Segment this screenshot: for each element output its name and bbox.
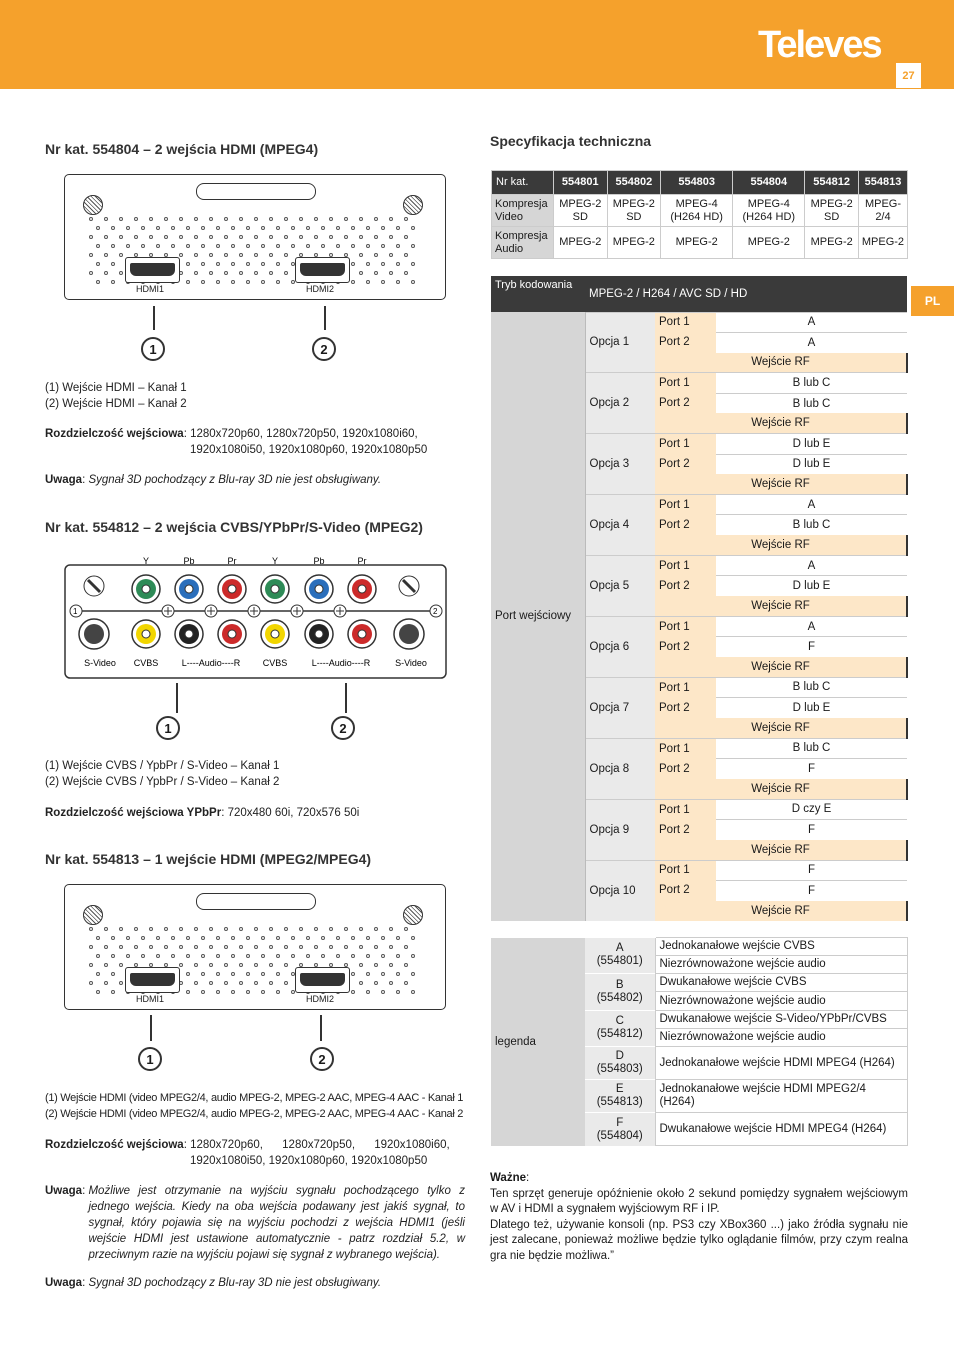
legend-label: legenda (491, 937, 585, 1146)
rf-input: Wejście RF (655, 596, 907, 616)
important-note: Ważne: Ten sprzęt generuje opóźnienie około 2 sekund pomiędzy sygnałem wejściowym w AV i HDMI a sygnałem wyjściowym RF i IP. Dlatego też, używanie konsoli (np. PS3 czy XBox360 ...) jako źródła sygnału nie jest zalecane, ponieważ możliwe będzie tylko oglądanie filmów, przy czym realna gra nie będzie możliwa.” (490, 1171, 908, 1264)
legend-code: (554812) (596, 1028, 643, 1041)
spec-cell: MPEG-2 SD (607, 195, 661, 227)
note-text: Sygnał 3D pochodzący z Blu-ray 3D nie jest obsługiwany. (88, 474, 382, 486)
res-value: : 1280x720p60, 1280x720p50, 1920x1080i60, (183, 1139, 450, 1151)
spec-row-label: Kompresja Video (492, 195, 554, 227)
option-name: Opcja 8 (585, 738, 655, 799)
port-value: A (716, 312, 907, 332)
port-value: B lub C (716, 677, 907, 697)
legend-code: (554801) (596, 955, 643, 968)
legend-desc: Jednokanałowe wejście HDMI MPEG4 (H264) (655, 1047, 908, 1080)
port-number: Port 1 (655, 860, 716, 880)
bottom-connector-label: S-Video (84, 658, 116, 668)
hdmi-port-icon (125, 967, 180, 993)
rf-input: Wejście RF (655, 779, 907, 799)
hdmi-panel-diagram (64, 884, 446, 1010)
item-text: (1) Wejście HDMI – Kanał 1 (45, 382, 187, 394)
rf-input: Wejście RF (655, 353, 907, 373)
spec-header-cell: Nr kat. (492, 171, 554, 195)
important-p2: Dlatego też, używanie konsoli (np. PS3 czy XBox360 ...) jako źródła sygnału nie jest zalecane, ponieważ możliwe będzie tylko oglądanie filmów, przy czym realna gra nie będzie możliwa.” (490, 1218, 908, 1262)
top-connector-label: Pr (227, 556, 237, 566)
port-number: Port 2 (655, 880, 716, 900)
port-value: F (807, 823, 816, 836)
port-number: Port 1 (655, 616, 716, 636)
spec-cell: MPEG-2 (733, 227, 805, 259)
bottom-connector-label: L----Audio----R (181, 658, 241, 668)
spec-cell: MPEG-2 SD (554, 195, 608, 227)
port-number: Port 2 (655, 698, 716, 718)
port-value: B lub C (716, 738, 907, 758)
legend-desc: Niezrównoważone wejście audio (655, 1028, 908, 1046)
port-value: F (807, 884, 816, 897)
item-text: (1) Wejście HDMI (video MPEG2/4, audio MPEG-2, MPEG-2 AAC, MPEG-4 AAC - Kanał 1 (45, 1092, 464, 1104)
res-value: : 1280x720p60, 1280x720p50, 1920x1080i60, (183, 428, 418, 440)
note-label: Uwaga (45, 1277, 83, 1289)
top-connector-label: Y (271, 556, 279, 566)
legend-desc: Dwukanałowe wejście S-Video/YPbPr/CVBS (655, 1010, 908, 1028)
option-name: Opcja 3 (585, 434, 655, 495)
spec-cell: MPEG-2/4 (858, 195, 907, 227)
hdmi-panel-diagram (64, 174, 446, 300)
spec-cell: MPEG-2 (661, 227, 733, 259)
note-text: Możliwe jest otrzymanie na wyjściu sygnału pochodzącego tylko z jednego wejścia. Kiedy na oba wejścia podawany jest jakiś sygnał, to sygnał, który pojawia się na wyjściu pochodzi z wejścia HDMI1 (jeśli wejście HDMI jest ustawione automatycznie - patrz rozdział 5.2, w przeciwnym razie na wyjściu pojawi się sygnał z wybranego wejścia). (88, 1185, 465, 1261)
legend-table (491, 936, 908, 1146)
legend-key: E (615, 1083, 624, 1096)
callout-2: 2 (310, 1047, 334, 1071)
legend-key: C (615, 1015, 624, 1028)
option-name: Opcja 9 (585, 799, 655, 860)
top-connector-label: Pb (313, 556, 325, 566)
coding-label: Tryb kodowania (491, 276, 585, 312)
legend-code: (554803) (596, 1063, 643, 1076)
port-value: D lub E (792, 702, 831, 715)
spec-header-cell: 554813 (858, 171, 907, 195)
hdmi-port-label: HDMI2 (306, 284, 335, 294)
rf-input: Wejście RF (655, 657, 907, 677)
hdmi-port-icon (125, 257, 180, 283)
legend-desc: Niezrównoważone wejście audio (655, 992, 908, 1010)
legend-desc: Dwukanałowe wejście HDMI MPEG4 (H264) (655, 1113, 908, 1146)
callout-2: 2 (312, 337, 336, 361)
legend-key: F (616, 1116, 624, 1129)
legend-key: A (615, 942, 624, 955)
rf-input: Wejście RF (655, 413, 907, 433)
screw-icon (403, 905, 423, 925)
callout-1: 1 (156, 716, 180, 740)
item-text: (2) Wejście HDMI – Kanał 2 (45, 398, 187, 410)
legend-key: D (615, 1050, 624, 1063)
port-number: Port 2 (655, 759, 716, 779)
port-number: Port 2 (655, 454, 716, 474)
spec-header-cell: 554802 (607, 171, 661, 195)
note-text: Sygnał 3D pochodzący z Blu-ray 3D nie jest obsługiwany. (88, 1277, 382, 1289)
res-label: Rozdzielczość wejściowa (45, 428, 184, 440)
res-value: : 720x480 60i, 720x576 50i (221, 807, 360, 819)
important-label: Ważne (490, 1172, 526, 1184)
item-text: (2) Wejście HDMI (video MPEG2/4, audio MPEG-2, MPEG-2 AAC, MPEG-4 AAC - Kanał 2 (45, 1108, 464, 1120)
port-number: Port 2 (655, 819, 716, 839)
hdmi-port-icon (295, 257, 350, 283)
spec-header-cell: 554804 (733, 171, 805, 195)
port-number: Port 1 (655, 373, 716, 393)
spec-cell: MPEG-2 SD (805, 195, 859, 227)
spec-row-label: Kompresja Audio (492, 227, 554, 259)
section-554804-title: Nr kat. 554804 – 2 wejścia HDMI (MPEG4) (45, 141, 319, 157)
spec-cell: MPEG-4 (H264 HD) (661, 195, 733, 227)
hdmi-port-label: HDMI1 (136, 284, 165, 294)
screw-icon (403, 195, 423, 215)
port-number: Port 2 (655, 393, 716, 413)
televes-logo: Televes (758, 24, 881, 66)
spec-header-cell: 554801 (554, 171, 608, 195)
port-value: F (807, 641, 816, 654)
port-value: D lub E (792, 580, 831, 593)
option-name: Opcja 5 (585, 556, 655, 617)
option-name: Opcja 1 (585, 312, 655, 373)
port-number: Port 1 (655, 799, 716, 819)
rf-input: Wejście RF (655, 840, 907, 860)
port-value: F (716, 860, 907, 880)
option-name: Opcja 4 (585, 495, 655, 556)
callout-1: 1 (141, 337, 165, 361)
hdmi-port-icon (295, 967, 350, 993)
spec-table (491, 170, 908, 259)
port-number: Port 2 (655, 515, 716, 535)
port-value: B lub C (792, 397, 831, 410)
spec-header-cell: 554812 (805, 171, 859, 195)
port-value: D czy E (716, 799, 907, 819)
spec-cell: MPEG-2 (858, 227, 907, 259)
callout-2: 2 (331, 716, 355, 740)
port-number: Port 1 (655, 738, 716, 758)
screw-icon (83, 905, 103, 925)
port-number: Port 1 (655, 495, 716, 515)
note-label: Uwaga (45, 474, 83, 486)
res-value-2: 1920x1080i50, 1920x1080p60, 1920x1080p50 (190, 444, 428, 456)
page-number: 27 (896, 63, 921, 88)
port-value: B lub C (792, 519, 831, 532)
section-554812-title: Nr kat. 554812 – 2 wejścia CVBS/YPbPr/S-Video (MPEG2) (45, 519, 423, 535)
cvbs-panel-diagram (64, 553, 448, 681)
language-tab[interactable]: PL (911, 286, 954, 316)
note-label: Uwaga (45, 1185, 83, 1197)
port-number: Port 1 (655, 312, 716, 332)
option-name: Opcja 2 (585, 373, 655, 434)
spec-cell: MPEG-2 (554, 227, 608, 259)
port-number: Port 1 (655, 556, 716, 576)
spec-header-cell: 554803 (661, 171, 733, 195)
bottom-connector-label: L----Audio----R (311, 658, 371, 668)
screw-icon (83, 195, 103, 215)
port-value: F (807, 762, 816, 775)
port-value: B lub C (716, 373, 907, 393)
res-label: Rozdzielczość wejściowa (45, 1139, 184, 1151)
top-connector-label: Pr (357, 556, 367, 566)
hdmi-port-label: HDMI1 (136, 994, 165, 1004)
res-value-2: 1920x1080i50, 1920x1080p60, 1920x1080p50 (190, 1155, 428, 1167)
port-label: Port wejściowy (491, 312, 585, 921)
legend-desc: Jednokanałowe wejście HDMI MPEG2/4 (H264) (655, 1080, 908, 1113)
port-options-table (491, 276, 908, 921)
spec-cell: MPEG-2 (805, 227, 859, 259)
port-number: Port 1 (655, 434, 716, 454)
spec-title: Specyfikacja techniczna (490, 133, 652, 149)
hdmi-port-label: HDMI2 (306, 994, 335, 1004)
page-header (0, 0, 954, 89)
port-value: A (716, 495, 907, 515)
port-value: D lub E (792, 458, 831, 471)
port-number: Port 2 (655, 332, 716, 352)
option-name: Opcja 10 (585, 860, 655, 921)
port-number: Port 2 (655, 637, 716, 657)
legend-desc: Niezrównoważone wejście audio (655, 955, 908, 973)
callout-1: 1 (138, 1047, 162, 1071)
top-connector-label: Pb (183, 556, 195, 566)
legend-code: (554802) (596, 991, 643, 1004)
legend-desc: Dwukanałowe wejście CVBS (655, 974, 908, 992)
bottom-connector-label: S-Video (395, 658, 427, 668)
item-text: (2) Wejście CVBS / YpbPr / S-Video – Kanał 2 (45, 776, 280, 788)
top-connector-label: Y (142, 556, 150, 566)
port-value: A (716, 616, 907, 636)
port-value: A (807, 336, 816, 349)
important-p1: Ten sprzęt generuje opóźnienie około 2 sekund pomiędzy sygnałem wejściowym w AV i HDMI a sygnałem wyjściowym RF i IP. (490, 1187, 908, 1215)
legend-code: (554804) (596, 1129, 643, 1142)
spec-cell: MPEG-2 (607, 227, 661, 259)
res-label: Rozdzielczość wejściowa YPbPr (45, 807, 222, 819)
coding-value: MPEG-2 / H264 / AVC SD / HD (585, 276, 907, 312)
legend-desc: Jednokanałowe wejście CVBS (655, 937, 908, 955)
spec-cell: MPEG-4 (H264 HD) (733, 195, 805, 227)
item-text: (1) Wejście CVBS / YpbPr / S-Video – Kanał 1 (45, 760, 280, 772)
port-number: Port 2 (655, 576, 716, 596)
bottom-connector-label: CVBS (133, 658, 159, 668)
port-number: Port 1 (655, 677, 716, 697)
rf-input: Wejście RF (655, 901, 907, 921)
port-value: D lub E (716, 434, 907, 454)
rf-input: Wejście RF (655, 474, 907, 494)
svg-text:2: 2 (433, 607, 438, 616)
option-name: Opcja 7 (585, 677, 655, 738)
option-name: Opcja 6 (585, 616, 655, 677)
legend-code: (554813) (596, 1096, 643, 1109)
port-value: A (716, 556, 907, 576)
rf-input: Wejście RF (655, 718, 907, 738)
bottom-connector-label: CVBS (262, 658, 288, 668)
legend-key: B (615, 978, 624, 991)
svg-text:1: 1 (73, 607, 78, 616)
rf-input: Wejście RF (655, 535, 907, 555)
section-554813-title: Nr kat. 554813 – 1 wejście HDMI (MPEG2/MPEG4) (45, 851, 372, 867)
